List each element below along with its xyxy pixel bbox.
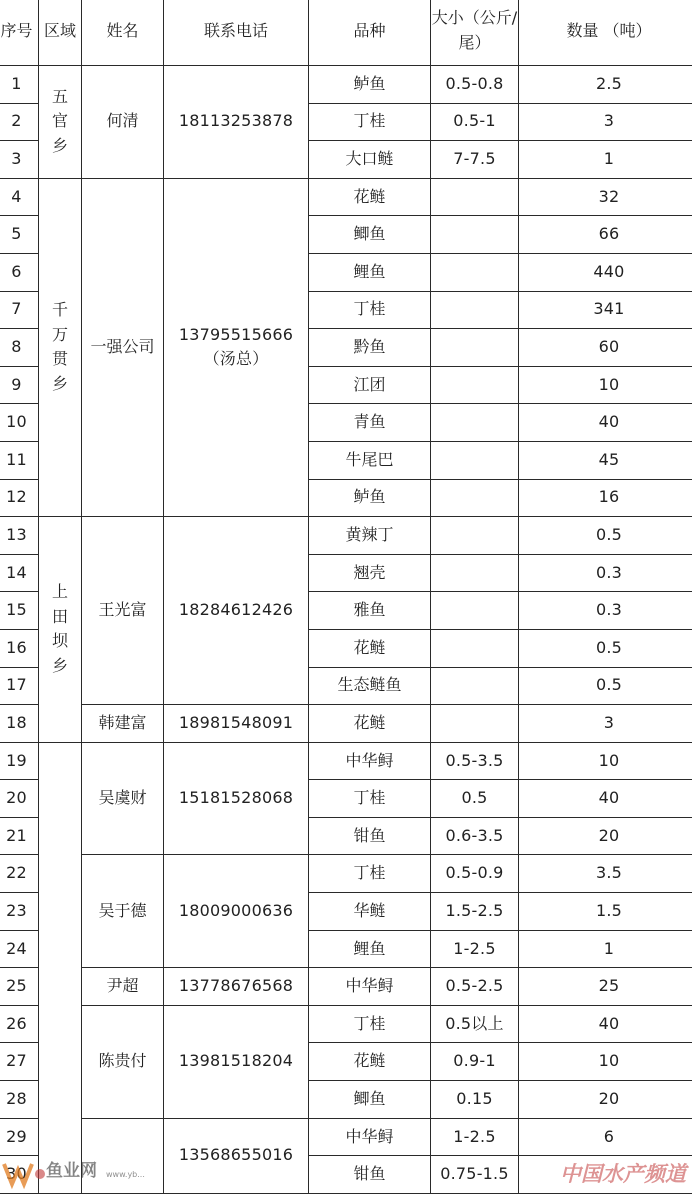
phone-cell: 13568655016 <box>164 1118 309 1193</box>
row-index: 20 <box>0 780 39 818</box>
quantity-cell: 32 <box>519 178 692 216</box>
name-cell: 吴虞财 <box>82 742 164 855</box>
quantity-cell: 16 <box>519 479 692 517</box>
quantity-cell: 10 <box>519 366 692 404</box>
size-cell: 0.9-1 <box>431 1043 519 1081</box>
watermark-left-text: 鱼业网 <box>46 1161 97 1181</box>
header-species: 品种 <box>309 0 431 66</box>
header-region: 区域 <box>39 0 82 66</box>
table-row <box>0 705 692 743</box>
species-cell: 鲤鱼 <box>309 930 431 968</box>
table-row <box>0 1118 692 1156</box>
watermark-right: 中国水产频道 <box>560 1161 686 1186</box>
species-cell: 中华鲟 <box>309 968 431 1006</box>
size-cell <box>431 441 519 479</box>
table-row <box>0 178 692 216</box>
row-index: 11 <box>0 441 39 479</box>
quantity-cell: 3 <box>519 103 692 141</box>
size-cell: 1-2.5 <box>431 1118 519 1156</box>
species-cell: 大口鲢 <box>309 141 431 179</box>
name-cell: 何清 <box>82 66 164 179</box>
species-cell: 青鱼 <box>309 404 431 442</box>
quantity-cell: 0.3 <box>519 554 692 592</box>
species-cell: 鲈鱼 <box>309 479 431 517</box>
species-cell: 钳鱼 <box>309 817 431 855</box>
species-cell: 钳鱼 <box>309 1156 431 1194</box>
species-cell: 黄辣丁 <box>309 517 431 555</box>
species-cell: 鲈鱼 <box>309 66 431 104</box>
quantity-cell: 20 <box>519 817 692 855</box>
quantity-cell: 2.5 <box>519 66 692 104</box>
name-cell: 一强公司 <box>82 178 164 516</box>
row-index: 27 <box>0 1043 39 1081</box>
table-row <box>0 66 692 104</box>
size-cell: 0.5-0.9 <box>431 855 519 893</box>
quantity-cell: 10 <box>519 742 692 780</box>
species-cell: 中华鲟 <box>309 1118 431 1156</box>
name-cell: 韩建富 <box>82 705 164 743</box>
size-cell <box>431 253 519 291</box>
size-cell <box>431 404 519 442</box>
size-cell <box>431 216 519 254</box>
species-cell: 花鲢 <box>309 629 431 667</box>
quantity-cell: 40 <box>519 1005 692 1043</box>
row-index: 2 <box>0 103 39 141</box>
row-index: 3 <box>0 141 39 179</box>
size-cell <box>431 667 519 705</box>
region-cell: 千万贯乡 <box>39 178 82 516</box>
table-row <box>0 1005 692 1043</box>
species-cell: 花鲢 <box>309 705 431 743</box>
quantity-cell: 66 <box>519 216 692 254</box>
region-cell: 五官乡 <box>39 66 82 179</box>
size-cell: 0.5-1 <box>431 103 519 141</box>
size-cell <box>431 554 519 592</box>
species-cell: 鲫鱼 <box>309 216 431 254</box>
species-cell: 丁桂 <box>309 1005 431 1043</box>
quantity-cell: 1 <box>519 141 692 179</box>
row-index: 1 <box>0 66 39 104</box>
quantity-cell: 3 <box>519 705 692 743</box>
species-cell: 生态鲢鱼 <box>309 667 431 705</box>
size-cell: 0.5 <box>431 780 519 818</box>
species-cell: 中华鲟 <box>309 742 431 780</box>
size-cell: 0.75-1.5 <box>431 1156 519 1194</box>
species-cell: 鲫鱼 <box>309 1081 431 1119</box>
quantity-cell: 40 <box>519 780 692 818</box>
row-index: 30 <box>0 1156 39 1194</box>
header-row <box>0 0 692 66</box>
quantity-cell <box>519 1156 692 1194</box>
name-cell: 吴于德 <box>82 855 164 968</box>
name-cell: 陈贵付 <box>82 1005 164 1118</box>
row-index: 24 <box>0 930 39 968</box>
header-name: 姓名 <box>82 0 164 66</box>
row-index: 26 <box>0 1005 39 1043</box>
row-index: 13 <box>0 517 39 555</box>
header-quantity: 数量 （吨） <box>519 0 692 66</box>
row-index: 22 <box>0 855 39 893</box>
quantity-cell: 0.3 <box>519 592 692 630</box>
species-cell: 黔鱼 <box>309 329 431 367</box>
size-cell <box>431 329 519 367</box>
row-index: 17 <box>0 667 39 705</box>
quantity-cell: 40 <box>519 404 692 442</box>
row-index: 23 <box>0 893 39 931</box>
size-cell: 0.5-3.5 <box>431 742 519 780</box>
quantity-cell: 60 <box>519 329 692 367</box>
row-index: 25 <box>0 968 39 1006</box>
size-cell <box>431 592 519 630</box>
name-cell: 尹超 <box>82 968 164 1006</box>
header-phone: 联系电话 <box>164 0 309 66</box>
row-index: 15 <box>0 592 39 630</box>
table-row <box>0 742 692 780</box>
row-index: 7 <box>0 291 39 329</box>
size-cell: 0.5-0.8 <box>431 66 519 104</box>
table-row <box>0 517 692 555</box>
row-index: 21 <box>0 817 39 855</box>
phone-cell: 18009000636 <box>164 855 309 968</box>
quantity-cell: 1.5 <box>519 893 692 931</box>
quantity-cell: 0.5 <box>519 517 692 555</box>
quantity-cell: 25 <box>519 968 692 1006</box>
species-cell: 花鲢 <box>309 178 431 216</box>
row-index: 28 <box>0 1081 39 1119</box>
phone-cell: 18113253878 <box>164 66 309 179</box>
region-cell <box>39 742 82 1193</box>
species-cell: 丁桂 <box>309 103 431 141</box>
name-cell <box>82 1118 164 1193</box>
quantity-cell: 10 <box>519 1043 692 1081</box>
species-cell: 鲤鱼 <box>309 253 431 291</box>
quantity-cell: 1 <box>519 930 692 968</box>
size-cell <box>431 629 519 667</box>
phone-cell: 15181528068 <box>164 742 309 855</box>
row-index: 4 <box>0 178 39 216</box>
species-cell: 牛尾巴 <box>309 441 431 479</box>
size-cell <box>431 517 519 555</box>
size-cell: 0.5以上 <box>431 1005 519 1043</box>
row-index: 5 <box>0 216 39 254</box>
quantity-cell: 20 <box>519 1081 692 1119</box>
size-cell <box>431 479 519 517</box>
phone-cell: 13795515666（汤总） <box>164 178 309 516</box>
header-index: 序号 <box>0 0 39 66</box>
region-cell: 上田坝乡 <box>39 517 82 743</box>
species-cell: 雅鱼 <box>309 592 431 630</box>
size-cell <box>431 705 519 743</box>
row-index: 14 <box>0 554 39 592</box>
species-cell: 丁桂 <box>309 291 431 329</box>
row-index: 6 <box>0 253 39 291</box>
quantity-cell: 341 <box>519 291 692 329</box>
phone-cell: 18284612426 <box>164 517 309 705</box>
phone-cell: 18981548091 <box>164 705 309 743</box>
name-cell: 王光富 <box>82 517 164 705</box>
size-cell <box>431 366 519 404</box>
row-index: 29 <box>0 1118 39 1156</box>
row-index: 8 <box>0 329 39 367</box>
species-cell: 江团 <box>309 366 431 404</box>
quantity-cell: 0.5 <box>519 667 692 705</box>
row-index: 16 <box>0 629 39 667</box>
row-index: 12 <box>0 479 39 517</box>
species-cell: 华鲢 <box>309 893 431 931</box>
size-cell: 0.5-2.5 <box>431 968 519 1006</box>
phone-cell: 13778676568 <box>164 968 309 1006</box>
table-row <box>0 855 692 893</box>
quantity-cell: 45 <box>519 441 692 479</box>
size-cell: 7-7.5 <box>431 141 519 179</box>
row-index: 10 <box>0 404 39 442</box>
row-index: 9 <box>0 366 39 404</box>
species-cell: 花鲢 <box>309 1043 431 1081</box>
watermark-left-url: www.yb... <box>106 1170 145 1179</box>
quantity-cell: 0.5 <box>519 629 692 667</box>
size-cell: 1-2.5 <box>431 930 519 968</box>
species-cell: 翘壳 <box>309 554 431 592</box>
quantity-cell: 3.5 <box>519 855 692 893</box>
size-cell: 1.5-2.5 <box>431 893 519 931</box>
species-cell: 丁桂 <box>309 780 431 818</box>
row-index: 19 <box>0 742 39 780</box>
header-size: 大小（公斤/尾） <box>431 0 519 66</box>
quantity-cell: 440 <box>519 253 692 291</box>
size-cell <box>431 291 519 329</box>
phone-cell: 13981518204 <box>164 1005 309 1118</box>
size-cell: 0.6-3.5 <box>431 817 519 855</box>
size-cell <box>431 178 519 216</box>
table-row <box>0 968 692 1006</box>
row-index: 18 <box>0 705 39 743</box>
size-cell: 0.15 <box>431 1081 519 1119</box>
species-cell: 丁桂 <box>309 855 431 893</box>
quantity-cell: 6 <box>519 1118 692 1156</box>
